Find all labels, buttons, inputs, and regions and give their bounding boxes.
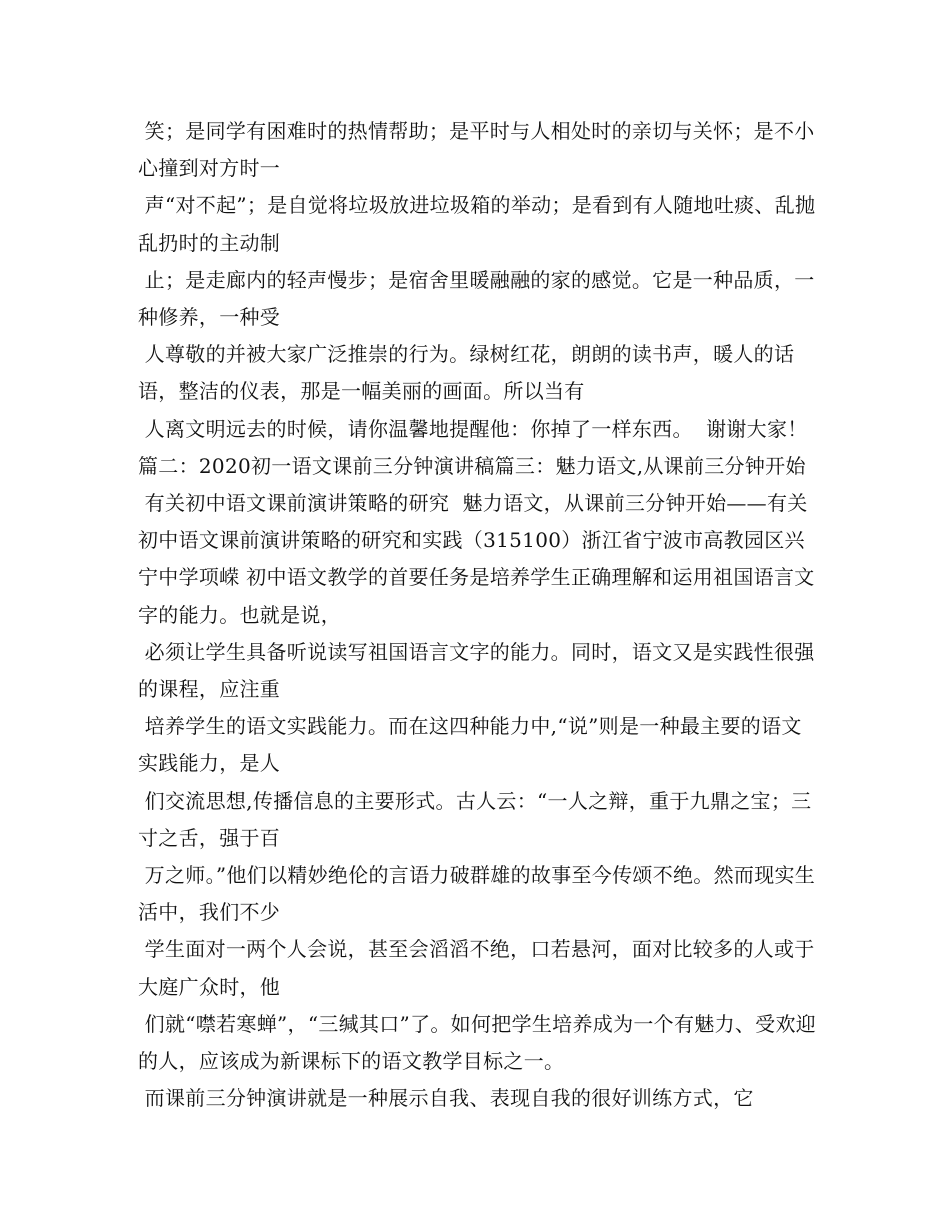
paragraph-1: 笑；是同学有困难时的热情帮助；是平时与人相处时的亲切与关怀；是不小心撞到对方时一 xyxy=(138,119,815,181)
document-body xyxy=(138,113,818,1117)
paragraph-13: 而课前三分钟演讲就是一种展示自我、表现自我的很好训练方式，它 xyxy=(138,1086,754,1111)
paragraph-12: 们就“噤若寒蝉”，“三缄其口”了。如何把学生培养成为一个有魅力、受欢迎的人，应该成为新课标下的语文教学目标之一。 xyxy=(138,1011,817,1074)
paragraph-7: 必须让学生具备听说读写祖国语言文字的能力。同时，语文又是实践性很强的课程，应注重 xyxy=(138,639,815,702)
paragraph-11: 学生面对一两个人会说，甚至会滔滔不绝，口若悬河，面对比较多的人或于大庭广众时，他 xyxy=(138,937,815,999)
paragraph-9: 们交流思想,传播信息的主要形式。古人云：“一人之辩，重于九鼎之宝；三寸之舌，强于百 xyxy=(138,788,812,850)
paragraph-6: 有关初中语文课前演讲策略的研究 魅力语文，从课前三分钟开始——有关初中语文课前演讲策略的研究和实践（315100）浙江省宁波市高教园区兴宁中学项嵘 初中语文教学的首要任务是培养学生正确理解和运用祖国语言文字的能力。也就是说， xyxy=(138,491,815,627)
paragraph-2: 声“对不起”；是自觉将垃圾放进垃圾箱的举动；是看到有人随地吐痰、乱抛乱扔时的主动制 xyxy=(138,193,816,255)
paragraph-10: 万之师。”他们以精妙绝伦的言语力破群雄的故事至今传颂不绝。然而现实生活中，我们不少 xyxy=(138,863,816,925)
paragraph-4: 人尊敬的并被大家广泛推崇的行为。绿树红花，朗朗的读书声，暖人的话语，整洁的仪表，那是一幅美丽的画面。所以当有 xyxy=(138,342,795,404)
paragraph-8: 培养学生的语文实践能力。而在这四种能力中,“说”则是一种最主要的语文实践能力，是人 xyxy=(138,714,802,776)
paragraph-5: 人离文明远去的时候，请你温馨地提醒他：你掉了一样东西。 谢谢大家！篇二：2020初一语文课前三分钟演讲稿篇三：魅力语文,从课前三分钟开始 xyxy=(138,416,808,478)
paragraph-3: 止；是走廊内的轻声慢步；是宿舍里暖融融的家的感觉。它是一种品质，一种修养，一种受 xyxy=(138,267,815,330)
